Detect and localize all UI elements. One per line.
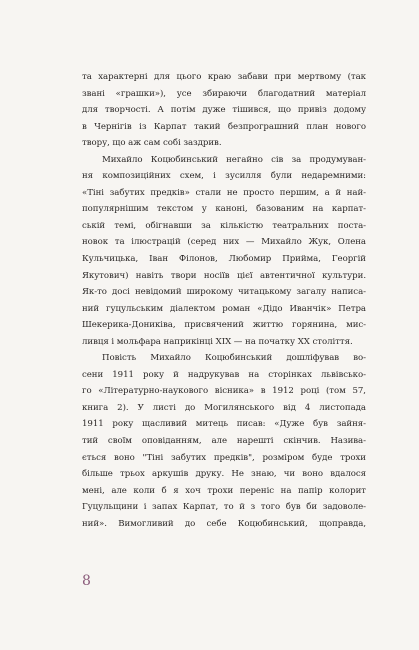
- text-line: тий своїм оповіданням, але нарешті скінчив. Назива-: [82, 436, 366, 447]
- text-line: ний». Вимогливий до себе Коцюбинський, щоправда,: [82, 518, 366, 529]
- text-line: «Тіні забутих предків» стали не просто першим, а й най-: [82, 187, 366, 198]
- text-line: новок та ілюстрацій (серед них — Михайло Жук, Олена: [82, 237, 366, 248]
- text-line: більше трьох аркушів друку. Не знаю, чи воно вдалося: [82, 469, 366, 480]
- text-line: ській темі, обігнавши за кількістю театральних постa-: [82, 220, 366, 231]
- text-line: популярнішим текстом у каноні, базованим на карпат-: [82, 204, 366, 215]
- text-line: мені, але коли б я хоч трохи переніс на папір колорит: [82, 485, 366, 496]
- text-line: Кульчицька, Іван Філонов, Любомир Прийма, Георгій: [82, 254, 366, 265]
- text-line: ня композиційних схем, і зусилля були недаремними:: [82, 171, 366, 182]
- text-line: ливця і мольфара наприкінці XIX — на початку XX століття.: [82, 336, 353, 347]
- body-text: [82, 69, 366, 532]
- text-line: Гуцульщини і запах Карпат, то й з того був би задоволе-: [82, 502, 366, 513]
- text-line: та характерні для цього краю забави при мертвому (так: [82, 72, 366, 82]
- text-line: сени 1911 року й надрукував на сторінках львівсько-: [82, 369, 366, 380]
- text-line: Як-то досі невідомий широкому читацькому загалу написа-: [82, 287, 366, 298]
- page-number: 8: [82, 573, 91, 589]
- text-line: твору, що аж сам собі заздрив.: [82, 138, 222, 149]
- text-line: Шекерика-Дониківа, присвячений життю горянина, мис-: [82, 320, 366, 331]
- text-line: звані «грашки»), усе збираючи благодатний матеріал: [82, 88, 366, 99]
- text-line: книга 2). У листі до Могилянського від 4 листопада: [82, 402, 366, 413]
- text-line: ний гуцульським діалектом роман «Дідо Иванчік» Петра: [82, 303, 366, 314]
- text-line: ється воно "Тіні забутих предків", розміром буде трохи: [82, 452, 366, 463]
- text-line: Михайло Коцюбинський негайно сів за продумуван-: [102, 154, 366, 165]
- text-line: Повість Михайло Коцюбинський дошліфував во-: [102, 353, 366, 364]
- text-line: го «Літературно-наукового вісника» в 1912 році (том 57,: [82, 386, 366, 397]
- text-line: Якутович) навіть твори носіїв цієї автентичної культури.: [82, 270, 366, 281]
- text-line: в Чернігів із Карпат такий безпрограшний план нового: [82, 121, 366, 132]
- text-line: 1911 року щасливий митець писав: «Дуже був зайня-: [82, 419, 366, 430]
- text-line: для творчості. А потім дуже тішився, що привіз додому: [82, 105, 366, 116]
